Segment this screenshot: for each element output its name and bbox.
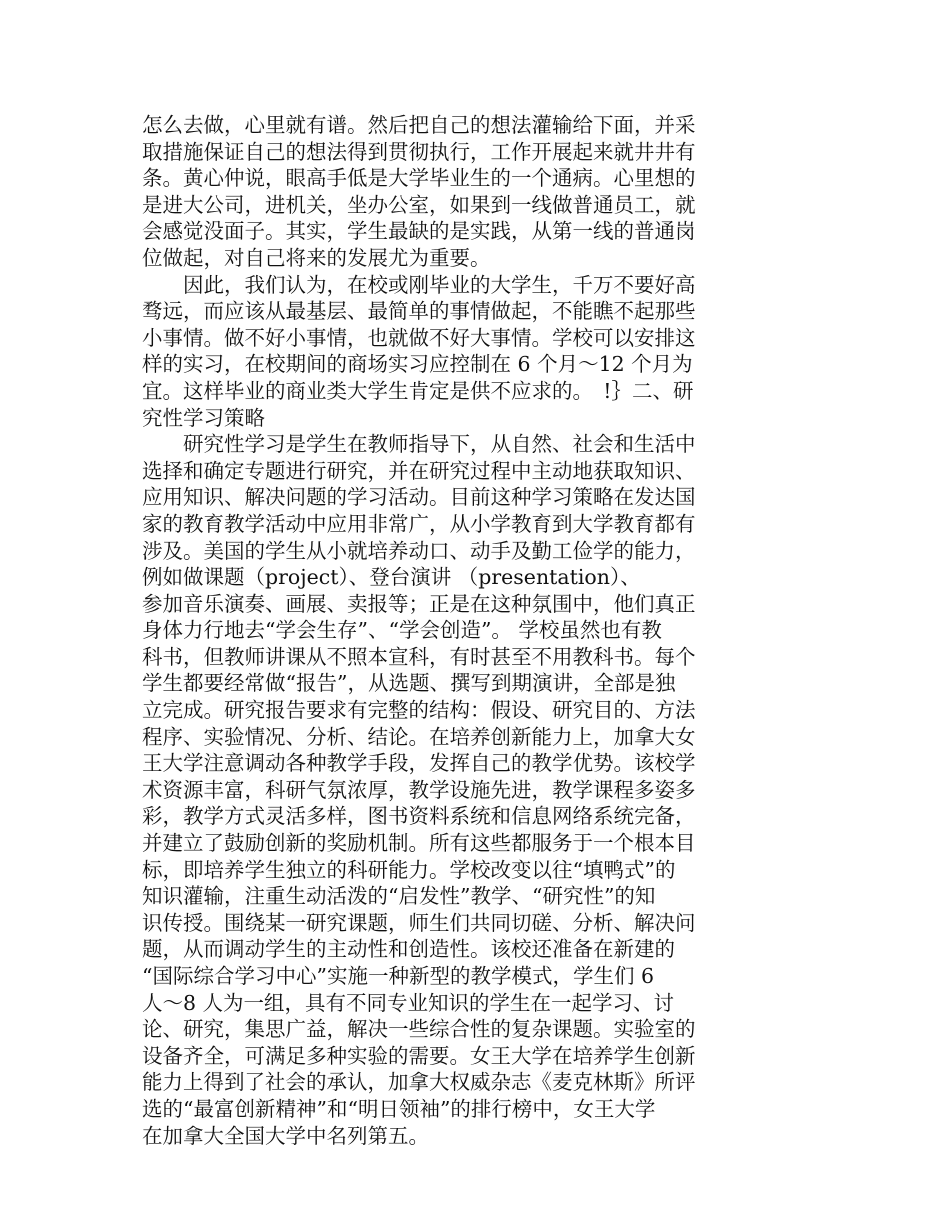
- document-body: [142, 112, 752, 1149]
- text-line: 身体力行地去“学会生存”、“学会创造”。 学校虽然也有教: [142, 618, 662, 643]
- text-line: 人～8 人为一组，具有不同专业知识的学生在一起学习、讨: [142, 990, 675, 1015]
- text-line: 样的实习，在校期间的商场实习应控制在 6 个月～12 个月为: [142, 352, 693, 377]
- text-line: 设备齐全，可满足多种实验的需要。女王大学在培养学生创新: [142, 1043, 696, 1068]
- paragraph-3: [142, 431, 752, 1149]
- text-line: 应用知识、解决问题的学习活动。目前这种学习策略在发达国: [142, 485, 696, 510]
- text-line: 例如做课题（project）、登台演讲 （presentation）、: [142, 565, 641, 590]
- text-line: 参加音乐演奏、画展、卖报等；正是在这种氛围中，他们真正: [142, 591, 696, 616]
- text-line: 因此，我们认为，在校或刚毕业的大学生，千万不要好高: [183, 272, 696, 297]
- text-line: 选择和确定专题进行研究，并在研究过程中主动地获取知识、: [142, 458, 696, 483]
- text-line: 彩，教学方式灵活多样，图书资料系统和信息网络系统完备，: [142, 804, 696, 829]
- text-line: 论、研究，集思广益，解决一些综合性的复杂课题。实验室的: [142, 1017, 696, 1042]
- text-line: 骛远，而应该从最基层、最简单的事情做起，不能瞧不起那些: [142, 299, 696, 324]
- text-line: 识传授。围绕某一研究课题，师生们共同切磋、分析、解决问: [142, 910, 696, 935]
- text-line: 学生都要经常做“报告”，从选题、撰写到期演讲，全部是独: [142, 671, 676, 696]
- text-line: 宜。这样毕业的商业类大学生肯定是供不应求的。 !｝二、研: [142, 378, 694, 403]
- text-line: 术资源丰富，科研气氛浓厚，教学设施先进，教学课程多姿多: [142, 777, 696, 802]
- paragraph-1: [142, 112, 752, 272]
- section-heading-line: 究性学习策略: [142, 405, 265, 430]
- text-line: 并建立了鼓励创新的奖励机制。所有这些都服务于一个根本目: [142, 831, 696, 856]
- text-line: 取措施保证自己的想法得到贯彻执行，工作开展起来就井井有: [142, 139, 696, 164]
- text-line: 王大学注意调动各种教学手段，发挥自己的教学优势。该校学: [142, 751, 696, 776]
- text-line: 条。黄心仲说，眼高手低是大学毕业生的一个通病。心里想的: [142, 166, 696, 191]
- text-line: 立完成。研究报告要求有完整的结构：假设、研究目的、方法: [142, 698, 696, 723]
- text-line: “国际综合学习中心”实施一种新型的教学模式，学生们 6: [142, 964, 655, 988]
- text-line: 位做起，对自己将来的发展尤为重要。: [142, 245, 491, 270]
- text-line: 研究性学习是学生在教师指导下，从自然、社会和生活中: [183, 432, 696, 457]
- text-line: 会感觉没面子。其实，学生最缺的是实践，从第一线的普通岗: [142, 219, 696, 244]
- text-line: 涉及。美国的学生从小就培养动口、动手及勤工俭学的能力，: [142, 538, 696, 563]
- text-line: 是进大公司，进机关，坐办公室，如果到一线做普通员工，就: [142, 192, 696, 217]
- text-line: 标，即培养学生独立的科研能力。学校改变以往“填鸭式”的: [142, 857, 676, 882]
- text-line: 怎么去做，心里就有谱。然后把自己的想法灌输给下面，并采: [142, 113, 696, 137]
- text-line: 家的教育教学活动中应用非常广，从小学教育到大学教育都有: [142, 511, 696, 536]
- text-line: 题，从而调动学生的主动性和创造性。该校还准备在新建的: [142, 937, 675, 962]
- text-line: 程序、实验情况、分析、结论。在培养创新能力上，加拿大女: [142, 724, 696, 749]
- text-line: 科书，但教师讲课从不照本宣科，有时甚至不用教科书。每个: [142, 644, 696, 669]
- text-line: 能力上得到了社会的承认，加拿大权威杂志《麦克林斯》所评: [142, 1070, 696, 1095]
- text-line: 小事情。做不好小事情，也就做不好大事情。学校可以安排这: [142, 325, 696, 350]
- text-line: 选的“最富创新精神”和“明日领袖”的排行榜中，女王大学: [142, 1096, 656, 1121]
- text-line: 在加拿大全国大学中名列第五。: [142, 1123, 429, 1148]
- text-line: 知识灌输，注重生动活泼的“启发性”教学、“研究性”的知: [142, 884, 656, 909]
- paragraph-2: [142, 272, 752, 432]
